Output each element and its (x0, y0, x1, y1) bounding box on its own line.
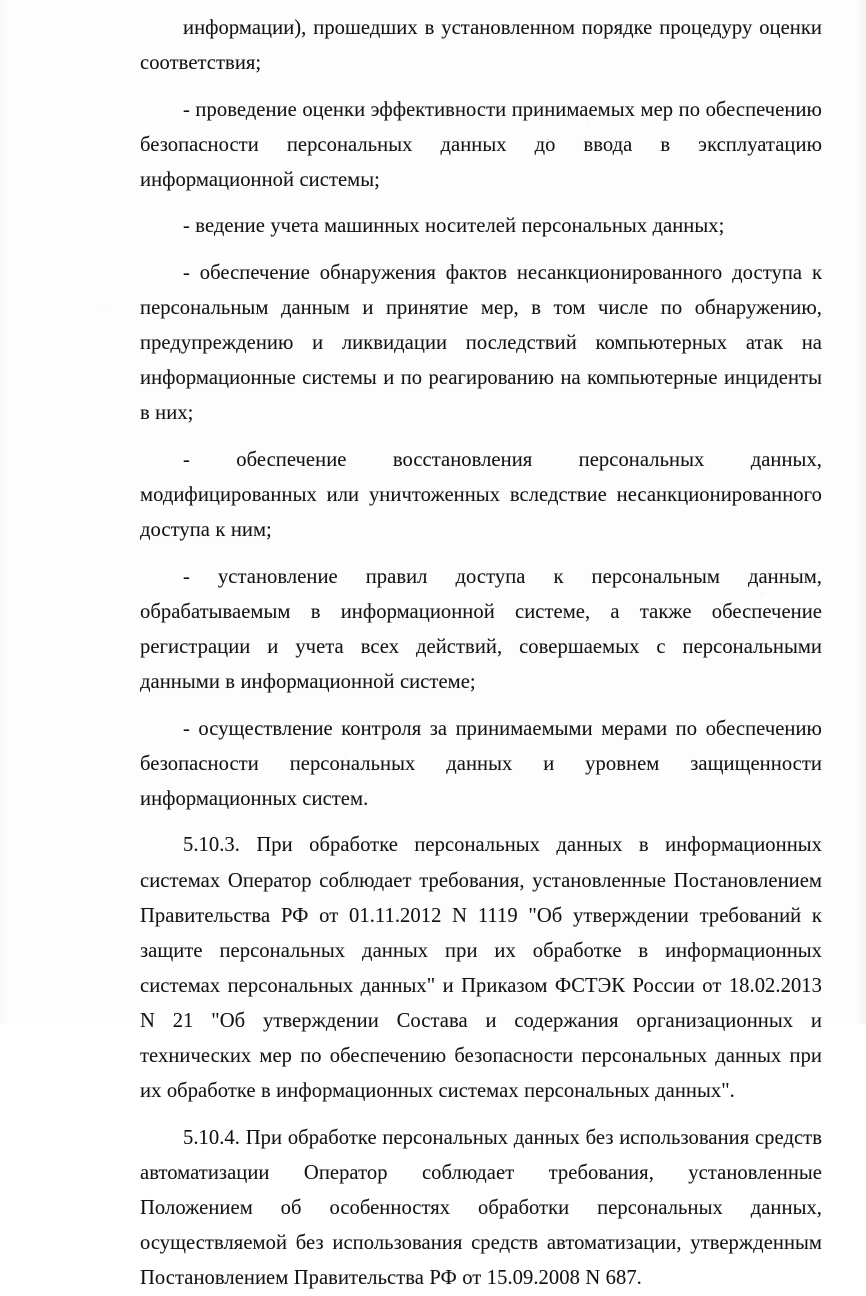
paragraph-dash-item-obespechenie-obnaruzheniya: - обеспечение обнаружения фактов несанкционированного доступа к персональным данным и принятие мер, в том числе по обнаружению, предупреждению и ликвидации последствий компьютерных атак на информационные системы и по реагированию на компьютерные инциденты в них; (140, 262, 822, 425)
scan-edge-shadow-right (857, 0, 866, 1024)
paragraph-dash-item-ustanovlenie-pravil: - установление правил доступа к персональным данным, обрабатываемым в информационной системе, а также обеспечение регистрации и учета всех действий, совершаемых с персональными данными в информационной системе; (140, 565, 822, 694)
scan-edge-shadow-left (0, 0, 6, 1024)
paragraph-clause-5-10-4: 5.10.4. При обработке персональных данных без использования средств автоматизации Оператор соблюдает требования, установленные Положением об особенностях обработки персональных данных, осуществляемой без использования средств автоматизации, утвержденным Постановлением Правительства РФ от 15.09.2008 N 687. (140, 1126, 822, 1290)
paragraph-dash-item-osushchestvlenie-kontrolya: - осуществление контроля за принимаемыми мерами по обеспечению безопасности персональных данных и уровнем защищенности информационных систем. (140, 717, 822, 810)
paragraph-continuation-informacii: информации), прошедших в установленном порядке процедуру оценки соответствия; (140, 17, 822, 75)
paragraph-clause-5-10-3: 5.10.3. При обработке персональных данных в информационных системах Оператор соблюдает требования, установленные Постановлением Правительства РФ от 01.11.2012 N 1119 "Об утверждении требований к защите персональных данных при их обработке в информационных системах персональных данных" и Приказом ФСТЭК России от 18.02.2013 N 21 "Об утверждении Состава и содержания организационных и технических мер по обеспечению безопасности персональных данных при их обработке в информационных системах персональных данных". (140, 834, 822, 1103)
paragraph-dash-item-obespechenie-vosstanovleniya: - обеспечение восстановления персональных данных, модифицированных или уничтоженных вследствие несанкционированного доступа к ним; (140, 449, 822, 542)
paragraph-dash-item-provedenie-ocenki: - проведение оценки эффективности принимаемых мер по обеспечению безопасности персональных данных до ввода в эксплуатацию информационной системы; (140, 98, 822, 191)
document-text-body (140, 11, 822, 1296)
paragraph-dash-item-vedenie-ucheta: - ведение учета машинных носителей персональных данных; (183, 215, 725, 238)
